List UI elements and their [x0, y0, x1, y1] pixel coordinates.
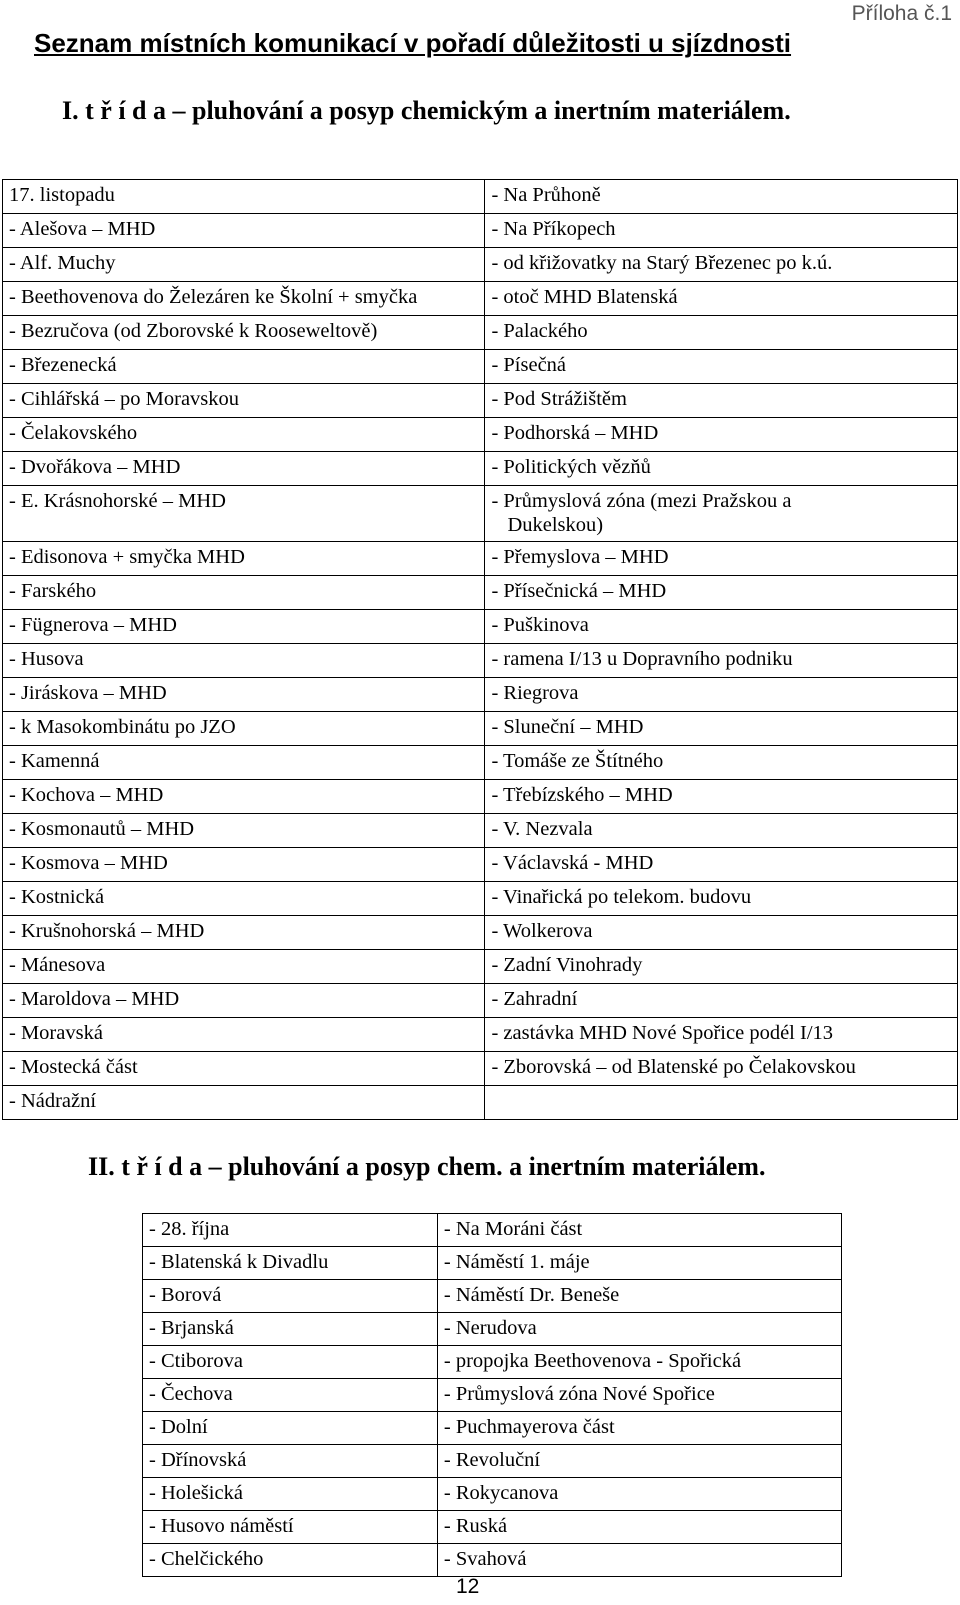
- street-name: - Borová: [149, 1284, 222, 1306]
- section1-cell: [3, 1052, 485, 1086]
- section1-cell: [485, 542, 958, 576]
- table-row: [3, 180, 958, 214]
- street-name: - Rokycanova: [443, 1482, 559, 1504]
- street-name: - Moravská: [9, 1022, 103, 1044]
- street-name: - Václavská - MHD: [491, 852, 654, 874]
- section1-cell: [3, 882, 485, 916]
- table-row: [143, 1346, 842, 1379]
- table-row: [3, 1018, 958, 1052]
- street-name: - k Masokombinátu po JZO: [9, 716, 236, 738]
- street-name: - Bezručova (od Zborovské k Rooseweltově): [9, 320, 378, 342]
- section1-cell: [3, 576, 485, 610]
- street-name: - Na Průhoně: [491, 184, 601, 206]
- section2-cell: [143, 1379, 438, 1412]
- table-row: [3, 248, 958, 282]
- section1-cell: [3, 610, 485, 644]
- street-name: - Maroldova – MHD: [9, 988, 180, 1010]
- section2-cell: [437, 1445, 841, 1478]
- page-number: 12: [456, 1575, 480, 1598]
- table-row: [3, 848, 958, 882]
- section1-cell: [3, 384, 485, 418]
- street-name: - Sluneční – MHD: [491, 716, 644, 738]
- street-name: - Dvořákova – MHD: [9, 456, 181, 478]
- section2-cell: [437, 1379, 841, 1412]
- section1-cell: [485, 916, 958, 950]
- street-name: - Ctiborova: [149, 1350, 243, 1372]
- section2-heading: II. t ř í d a – pluhování a posyp chem. a inertním materiálem.: [88, 1152, 766, 1181]
- street-name: - Náměstí 1. máje: [443, 1251, 590, 1273]
- section2-cell: [143, 1346, 438, 1379]
- section1-cell: [485, 1018, 958, 1052]
- table-row: [3, 1052, 958, 1086]
- street-name: - Husovo náměstí: [149, 1515, 294, 1537]
- section1-cell: [485, 746, 958, 780]
- document-title: Seznam místních komunikací v pořadí důležitosti u sjízdnosti: [34, 28, 792, 58]
- table-row: [3, 712, 958, 746]
- section1-cell: [3, 644, 485, 678]
- section1-cell: [3, 452, 485, 486]
- table-row: [3, 916, 958, 950]
- section1-cell: [3, 350, 485, 384]
- street-name: - Palackého: [491, 320, 588, 342]
- table-row: [3, 780, 958, 814]
- table-row: [3, 282, 958, 316]
- section1-cell: [3, 746, 485, 780]
- section2-cell: [437, 1313, 841, 1346]
- street-name: - Politických vězňů: [491, 456, 651, 478]
- section1-cell: [3, 848, 485, 882]
- street-name: - Dolní: [149, 1416, 208, 1438]
- street-name: - Čechova: [149, 1383, 233, 1405]
- street-name: - Přemyslova – MHD: [491, 546, 669, 568]
- street-name: - Wolkerova: [491, 920, 593, 942]
- section1-cell: [3, 282, 485, 316]
- street-name: - Fügnerova – MHD: [9, 614, 177, 636]
- street-name: - Průmyslová zóna (mezi Pražskou a: [491, 490, 792, 512]
- section1-cell: [485, 486, 958, 542]
- section1-cell: [485, 848, 958, 882]
- section1-cell: [3, 780, 485, 814]
- street-name: - Pod Strážištěm: [491, 388, 627, 410]
- street-name: - Riegrova: [491, 682, 579, 704]
- section1-cell: [3, 678, 485, 712]
- section1-cell: [485, 316, 958, 350]
- street-name: - propojka Beethovenova - Spořická: [443, 1350, 742, 1372]
- street-name: - Ruská: [443, 1515, 508, 1537]
- street-name: - Čelakovského: [9, 422, 138, 444]
- section1-cell: [485, 610, 958, 644]
- section2-cell: [143, 1412, 438, 1445]
- table-row: [3, 1086, 958, 1120]
- table-row: [143, 1247, 842, 1280]
- section1-cell: [485, 576, 958, 610]
- table-row: [143, 1313, 842, 1346]
- street-name: - Jiráskova – MHD: [9, 682, 167, 704]
- street-name: - Husova: [9, 648, 84, 670]
- section1-cell: [3, 542, 485, 576]
- street-name: - Krušnohorská – MHD: [9, 920, 205, 942]
- section1-cell: [485, 418, 958, 452]
- section2-cell: [143, 1544, 438, 1577]
- section1-cell: [3, 248, 485, 282]
- street-name: - od křižovatky na Starý Březenec po k.ú.: [491, 252, 833, 274]
- table-row: [3, 350, 958, 384]
- street-name: - otoč MHD Blatenská: [491, 286, 678, 308]
- table-row: [143, 1544, 842, 1577]
- street-name: - Podhorská – MHD: [491, 422, 659, 444]
- street-name: - Kosmonautů – MHD: [9, 818, 195, 840]
- street-name: - Svahová: [443, 1548, 527, 1570]
- street-name: - ramena I/13 u Dopravního podniku: [491, 648, 793, 670]
- street-name: - Chelčického: [149, 1548, 264, 1570]
- table-row: [3, 610, 958, 644]
- section2-cell: [437, 1544, 841, 1577]
- street-name: - Březenecká: [9, 354, 117, 376]
- street-name-continuation: Dukelskou): [507, 514, 604, 536]
- table-row: [143, 1412, 842, 1445]
- street-name: - Kochova – MHD: [9, 784, 164, 806]
- table-row: [3, 384, 958, 418]
- table-row: [3, 746, 958, 780]
- street-name: - zastávka MHD Nové Spořice podél I/13: [491, 1022, 834, 1044]
- section1-cell: [3, 950, 485, 984]
- section1-table: [2, 179, 958, 1120]
- street-name: - Revoluční: [443, 1449, 541, 1471]
- table-row: [3, 644, 958, 678]
- section2-cell: [437, 1478, 841, 1511]
- table-row: [3, 316, 958, 350]
- street-name: - Na Příkopech: [491, 218, 616, 240]
- table-row: [3, 418, 958, 452]
- table-row: [3, 950, 958, 984]
- street-name: - Puškinova: [491, 614, 589, 636]
- street-name: - Písečná: [491, 354, 567, 376]
- section1-cell: [485, 882, 958, 916]
- section1-cell: [485, 1052, 958, 1086]
- section2-table: [142, 1213, 842, 1577]
- street-name: - Blatenská k Divadlu: [149, 1251, 329, 1273]
- street-name: - 28. října: [149, 1218, 230, 1240]
- street-name: - Dřínovská: [149, 1449, 247, 1471]
- street-name: - Tomáše ze Štítného: [491, 750, 664, 772]
- section1-cell: [485, 180, 958, 214]
- street-name: - Farského: [9, 580, 97, 602]
- section1-cell: [485, 950, 958, 984]
- section1-cell: [485, 452, 958, 486]
- table-row: [143, 1379, 842, 1412]
- table-row: [143, 1214, 842, 1247]
- section1-cell: [3, 984, 485, 1018]
- section1-cell: [3, 316, 485, 350]
- section2-cell: [143, 1214, 438, 1247]
- section1-cell: [485, 644, 958, 678]
- section2-cell: [143, 1478, 438, 1511]
- section1-cell: [485, 350, 958, 384]
- section1-cell: [485, 1086, 958, 1120]
- section1-cell: [3, 180, 485, 214]
- street-name: - V. Nezvala: [491, 818, 593, 840]
- street-name: - Zadní Vinohrady: [491, 954, 643, 976]
- street-name: - Beethovenova do Železáren ke Školní + smyčka: [9, 286, 418, 308]
- street-name: - Přísečnická – MHD: [491, 580, 667, 602]
- section1-cell: [485, 282, 958, 316]
- section2-cell: [437, 1346, 841, 1379]
- section2-cell: [143, 1511, 438, 1544]
- street-name: - Třebízského – MHD: [491, 784, 673, 806]
- table-row: [143, 1478, 842, 1511]
- street-name: - Kostnická: [9, 886, 105, 908]
- section1-cell: [3, 418, 485, 452]
- section2-cell: [437, 1412, 841, 1445]
- table-row: [3, 678, 958, 712]
- table-row: [3, 214, 958, 248]
- section1-cell: [485, 984, 958, 1018]
- street-name: - Zborovská – od Blatenské po Čelakovskou: [491, 1056, 856, 1078]
- section1-cell: [3, 712, 485, 746]
- section2-cell: [437, 1214, 841, 1247]
- section1-cell: [3, 1018, 485, 1052]
- section1-cell: [485, 712, 958, 746]
- table-row: [3, 542, 958, 576]
- table-row: [3, 882, 958, 916]
- section2-cell: [143, 1247, 438, 1280]
- section2-cell: [437, 1511, 841, 1544]
- street-name: - Nerudova: [443, 1317, 537, 1339]
- street-name: - Alešova – MHD: [9, 218, 156, 240]
- section1-heading: I. t ř í d a – pluhování a posyp chemickým a inertním materiálem.: [62, 96, 791, 125]
- section1-cell: [3, 214, 485, 248]
- section2-cell: [437, 1280, 841, 1313]
- section1-cell: [485, 678, 958, 712]
- section1-cell: [485, 814, 958, 848]
- street-name: - Průmyslová zóna Nové Spořice: [443, 1383, 715, 1405]
- table-row: [3, 984, 958, 1018]
- street-name: - Kosmova – MHD: [9, 852, 168, 874]
- street-name: 17. listopadu: [9, 184, 115, 206]
- section1-cell: [485, 214, 958, 248]
- table-row: [3, 486, 958, 542]
- section1-cell: [3, 486, 485, 542]
- table-row: [3, 814, 958, 848]
- section2-cell: [143, 1280, 438, 1313]
- street-name: - Edisonova + smyčka MHD: [9, 546, 245, 568]
- street-name: - Kamenná: [9, 750, 100, 772]
- street-name: - Brjanská: [149, 1317, 234, 1339]
- annex-label: Příloha č.1: [851, 2, 952, 25]
- street-name: - Na Moráni část: [443, 1218, 583, 1240]
- section1-cell: [3, 916, 485, 950]
- section1-cell: [485, 780, 958, 814]
- table-row: [143, 1445, 842, 1478]
- street-name: - Vinařická po telekom. budovu: [491, 886, 752, 908]
- street-name: - Cihlářská – po Moravskou: [9, 388, 240, 410]
- section2-cell: [143, 1313, 438, 1346]
- street-name: - Mánesova: [9, 954, 106, 976]
- section1-cell: [485, 248, 958, 282]
- section2-cell: [437, 1247, 841, 1280]
- section1-cell: [3, 1086, 485, 1120]
- table-row: [3, 452, 958, 486]
- section2-cell: [143, 1445, 438, 1478]
- section1-cell: [3, 814, 485, 848]
- street-name: - Náměstí Dr. Beneše: [443, 1284, 620, 1306]
- table-row: [143, 1511, 842, 1544]
- table-row: [143, 1280, 842, 1313]
- street-name: - Holešická: [149, 1482, 243, 1504]
- street-name: - Puchmayerova část: [443, 1416, 615, 1438]
- street-name: - Alf. Muchy: [9, 252, 116, 274]
- table-row: [3, 576, 958, 610]
- street-name: - Mostecká část: [9, 1056, 138, 1078]
- street-name: - E. Krásnohorské – MHD: [9, 490, 226, 512]
- street-name: - Zahradní: [491, 988, 578, 1010]
- street-name: - Nádražní: [9, 1090, 97, 1112]
- section1-cell: [485, 384, 958, 418]
